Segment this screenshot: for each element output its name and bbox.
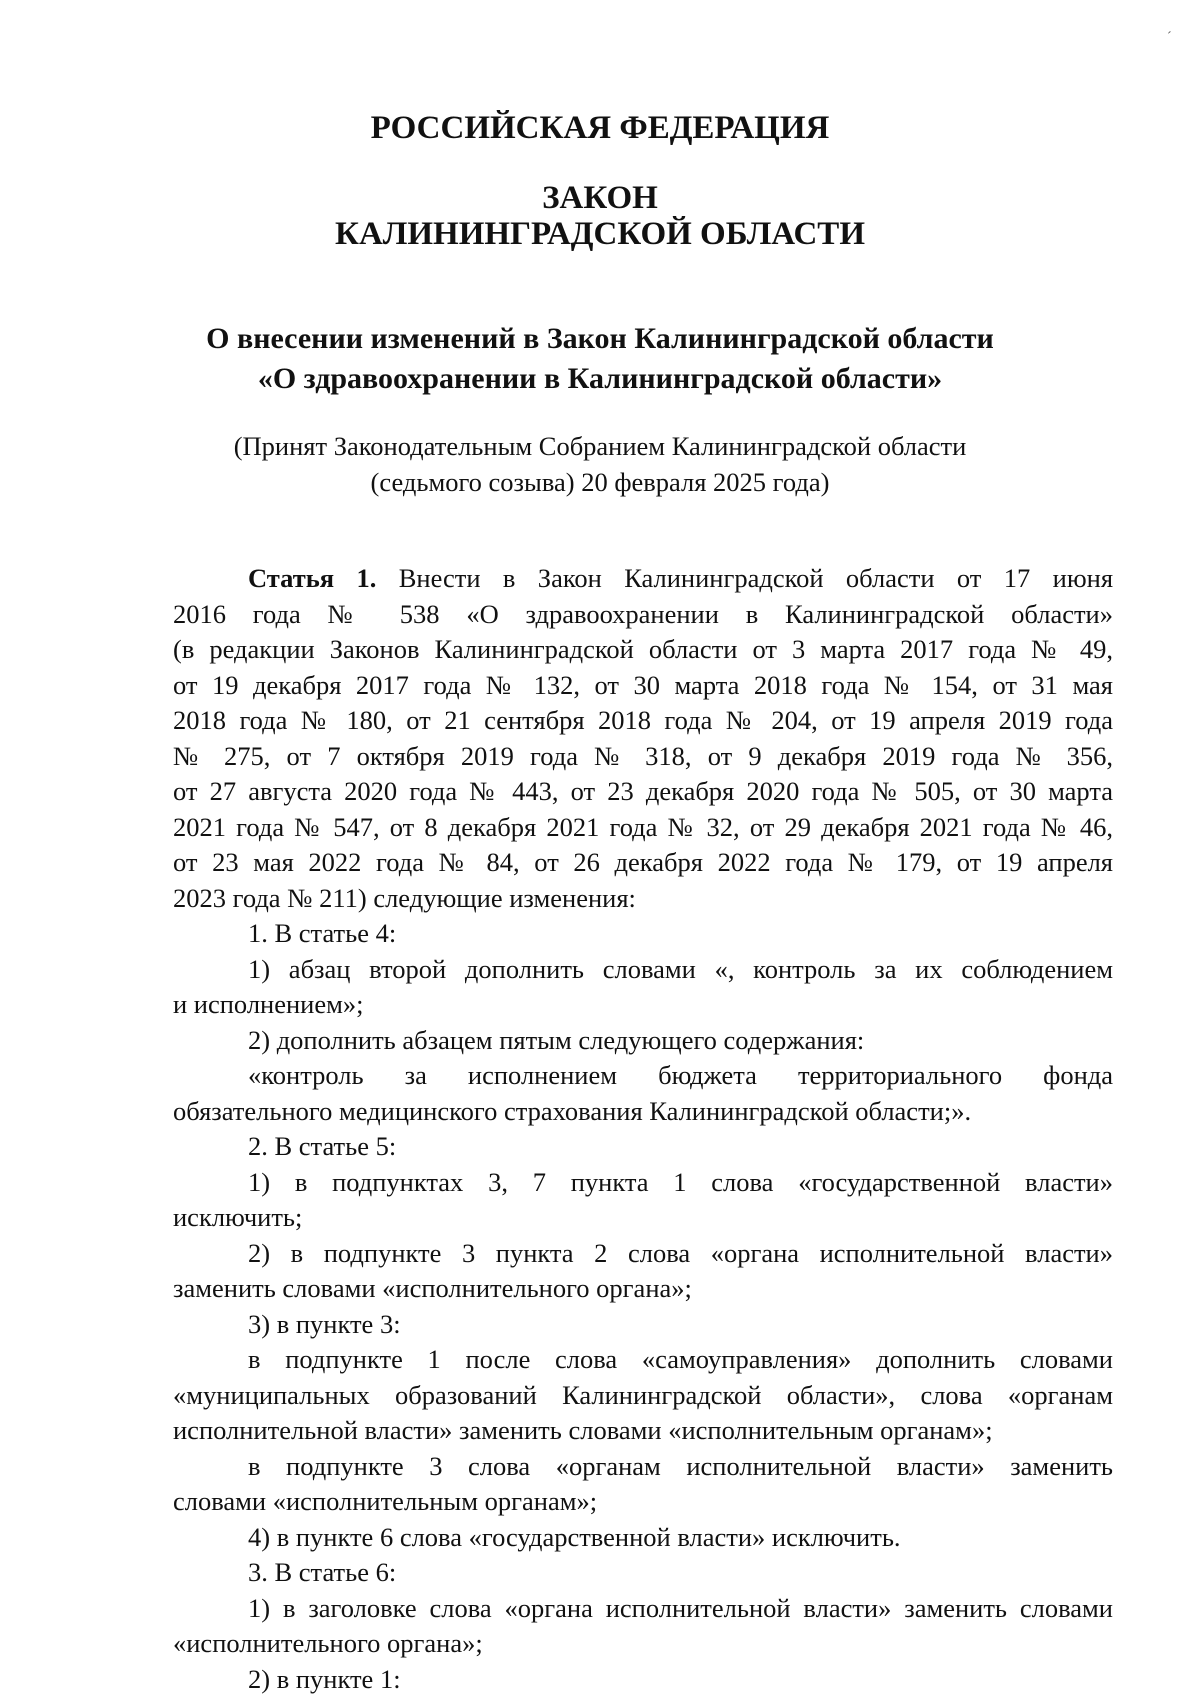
article-1-line: 2021 года № 547, от 8 декабря 2021 года № 32, от 29 декабря 2021 года № 46, [173, 811, 1113, 842]
amendment-line: «исполнительного органа»; [173, 1628, 483, 1658]
amendment-line: 1) в подпунктах 3, 7 пункта 1 слова «государственной власти» [248, 1166, 1113, 1197]
amendment-line: 3) в пункте 3: [248, 1308, 401, 1339]
amendment-line: исключить; [173, 1202, 303, 1232]
amendment-line: 2) дополнить абзацем пятым следующего содержания: [248, 1024, 865, 1055]
amendment-line: исполнительной власти» заменить словами «исполнительным органам»; [173, 1415, 993, 1445]
amendment-list [173, 916, 1113, 1697]
adoption-note-line1: (Принят Законодательным Собранием Калининградской области [233, 431, 967, 461]
law-body [173, 561, 1113, 1697]
federation-heading: РОССИЙСКАЯ ФЕДЕРАЦИЯ [370, 110, 830, 146]
amendment-line: 2. В статье 5: [248, 1131, 397, 1161]
article-1-line: от 19 декабря 2017 года № 132, от 30 марта 2018 года № 154, от 31 мая [173, 669, 1113, 700]
law-title-line2: «О здравоохранении в Калининградской области» [257, 362, 943, 395]
amendment-line: «муниципальных образований Калининградской области», слова «органам [173, 1379, 1113, 1410]
amendment-line: и исполнением»; [173, 989, 364, 1019]
article-1-line: № 275, от 7 октября 2019 года № 318, от 9 декабря 2019 года № 356, [173, 740, 1113, 771]
amendment-line: в подпункте 1 после слова «самоуправления» дополнить словами [248, 1344, 1113, 1374]
amendment-line: «контроль за исполнением бюджета территориального фонда [248, 1060, 1113, 1090]
article-1-line: от 27 августа 2020 года № 443, от 23 декабря 2020 года № 505, от 30 марта [173, 776, 1113, 806]
amendment-line: 4) в пункте 6 слова «государственной власти» исключить. [248, 1521, 901, 1552]
amendment-line: в подпункте 3 слова «органам исполнительной власти» заменить [248, 1450, 1113, 1481]
amendment-line: словами «исполнительным органам»; [173, 1486, 598, 1516]
amendment-line: 1. В статье 4: [248, 918, 397, 948]
article-1-line: (в редакции Законов Калининградской области от 3 марта 2017 года № 49, [173, 634, 1113, 664]
amendment-line: 1) в заголовке слова «органа исполнительной власти» заменить словами [248, 1592, 1113, 1623]
article-1-first-line [173, 561, 1113, 597]
article-1-line: 2018 года № 180, от 21 сентября 2018 года № 204, от 19 апреля 2019 года [173, 705, 1113, 735]
region-heading: КАЛИНИНГРАДСКОЙ ОБЛАСТИ [335, 216, 865, 252]
law-title-line1: О внесении изменений в Закон Калининградской области [206, 322, 994, 355]
amendment-line: обязательного медицинского страхования Калининградской области;». [173, 1095, 972, 1126]
amendment-line: 3. В статье 6: [248, 1557, 397, 1587]
article-1-line: 2023 года № 211) следующие изменения: [173, 882, 636, 913]
amendment-line: 1) абзац второй дополнить словами «, контроль за их соблюдением [248, 953, 1113, 984]
scan-mark: ´ [1167, 30, 1172, 45]
article-1-line: от 23 мая 2022 года № 84, от 26 декабря 2022 года № 179, от 19 апреля [173, 847, 1113, 877]
amendment-line: заменить словами «исполнительного органа»; [173, 1273, 692, 1303]
article-1-text: Внести в Закон Калининградской области от 17 июня [398, 563, 1114, 593]
amendment-line: 2) в пункте 1: [248, 1663, 401, 1694]
amendment-line: 2) в подпункте 3 пункта 2 слова «органа исполнительной власти» [248, 1237, 1113, 1268]
law-heading: ЗАКОН [542, 180, 658, 216]
adoption-note-line2: (седьмого созыва) 20 февраля 2025 года) [370, 467, 830, 497]
article-1-line: 2016 года № 538 «О здравоохранении в Калининградской области» [173, 598, 1113, 629]
article-1-label: Статья 1. [248, 563, 377, 593]
